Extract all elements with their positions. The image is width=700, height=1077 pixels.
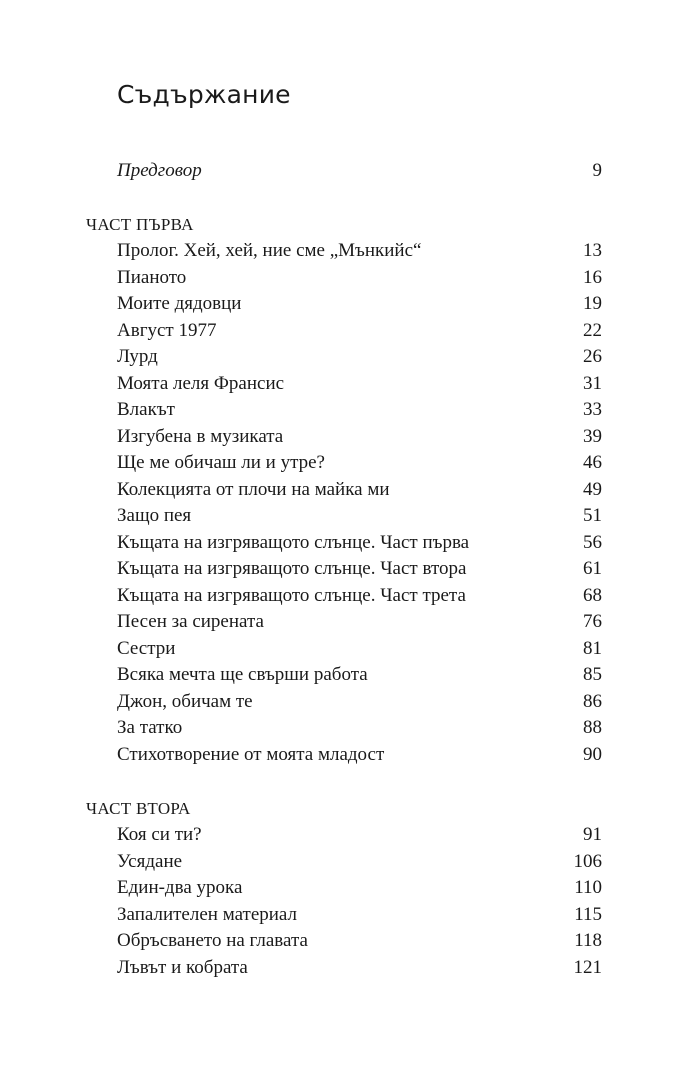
toc-entry-title: Коя си ти? [117,824,202,845]
toc-page-number: 118 [574,930,602,951]
toc-entry[interactable] [117,477,602,503]
toc-entry[interactable] [117,238,602,264]
toc-page-number: 26 [583,346,602,367]
toc-page-number: 85 [583,664,602,685]
page-title: Съдържание [117,80,291,109]
toc-page-number: 81 [583,637,602,659]
toc-entry[interactable] [117,955,602,981]
toc-entry-title: Колекцията от плочи на майка ми [117,478,390,500]
toc-page-number: 31 [583,372,602,394]
toc-page-number: 9 [592,160,602,181]
toc-entry-title: Лурд [117,346,158,367]
toc-entry[interactable] [117,902,602,928]
toc-entry-title: Моята леля Франсис [117,372,285,394]
toc-entry[interactable] [117,344,602,370]
toc-entry[interactable] [117,556,602,582]
toc-entry-title: Защо пея [117,505,192,526]
part-heading-1: ЧАСТ ПЪРВА [86,215,194,234]
toc-entry[interactable] [117,530,602,556]
toc-entry[interactable] [117,450,602,476]
toc-page-number: 46 [583,452,602,473]
toc-entry[interactable] [117,662,602,688]
toc-entry-title: Август 1977 [117,319,217,341]
toc-page-number: 13 [583,240,602,261]
toc-entry[interactable] [117,265,602,291]
toc-entry-title: Влакът [117,399,175,420]
toc-entry[interactable] [117,424,602,450]
toc-entry-title: Изгубена в музиката [117,425,284,447]
toc-page-number: 90 [583,743,602,765]
toc-page-number: 86 [583,690,602,712]
toc-entry[interactable] [117,928,602,954]
toc-page-number: 76 [583,611,602,632]
toc-page-number: 110 [574,877,602,898]
part-heading-2: ЧАСТ ВТОРА [86,799,191,818]
toc-entry-title: Къщата на изгряващото слънце. Част трета [117,584,466,606]
toc-page-number: 39 [583,425,602,447]
toc-entry[interactable] [117,715,602,741]
toc-page-number: 121 [573,956,602,978]
toc-entry-title: Един-два урока [117,877,243,898]
toc-entry[interactable] [117,318,602,344]
toc-entry-title: Къщата на изгряващото слънце. Част втора [117,558,467,579]
toc-entry-title: Моите дядовци [117,293,242,314]
toc-entry-title: Лъвът и кобрата [117,956,248,978]
toc-entry-title: Пианото [117,266,187,288]
toc-page-number: 68 [583,584,602,606]
toc-entry-title: Всяка мечта ще свърши работа [117,664,368,685]
toc-page-number: 106 [573,850,602,872]
toc-page-number: 61 [583,558,602,579]
toc-entry[interactable] [117,397,602,423]
toc-entry[interactable] [117,849,602,875]
toc-entry-title: Къщата на изгряващото слънце. Част първа [117,531,470,553]
toc-entry-title: Обръсването на главата [117,930,308,951]
toc-entry[interactable] [117,371,602,397]
toc-page-number: 88 [583,717,602,738]
toc-entry-title: Предговор [117,160,202,181]
toc-page-number: 22 [583,319,602,341]
toc-entry[interactable] [117,291,602,317]
toc-entry[interactable] [117,689,602,715]
toc-entry-title: За татко [117,717,183,738]
toc-page-number: 19 [583,293,602,314]
toc-page-number: 91 [583,824,602,845]
toc-entry-title: Джон, обичам те [117,690,253,712]
toc-entry[interactable] [117,875,602,901]
toc-entry[interactable] [117,503,602,529]
toc-entry[interactable] [117,822,602,848]
toc-page-number: 115 [574,903,602,925]
toc-page-number: 51 [583,505,602,526]
toc-entry[interactable] [117,742,602,768]
toc-page-number: 49 [583,478,602,500]
toc-entry-title: Ще ме обичаш ли и утре? [117,452,325,473]
toc-entry-title: Пролог. Хей, хей, ние сме „Мънкийс“ [117,240,422,261]
toc-page-number: 16 [583,266,602,288]
toc-entry-title: Песен за сирената [117,611,264,632]
toc-entry-title: Запалителен материал [117,903,298,925]
toc-entry-title: Сестри [117,637,176,659]
toc-page-number: 33 [583,399,602,420]
toc-entry-title: Усядане [117,850,183,872]
toc-entry-preface[interactable] [117,158,602,184]
toc-entry[interactable] [117,609,602,635]
toc-entry-title: Стихотворение от моята младост [117,743,385,765]
toc-entry[interactable] [117,583,602,609]
toc-page-number: 56 [583,531,602,553]
toc-entry[interactable] [117,636,602,662]
